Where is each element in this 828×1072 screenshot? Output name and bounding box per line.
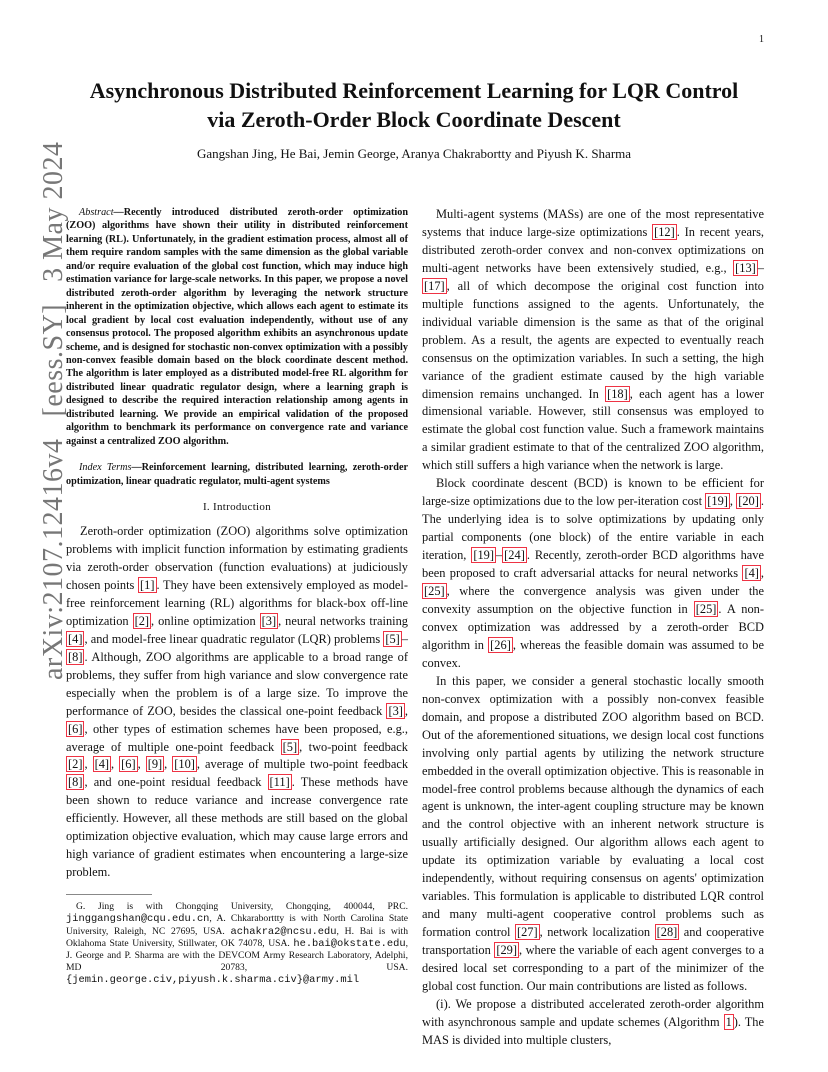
text-run: , all of which decompose the original cost function into multiple functions assigned to the agents. Unfortunately, the individual variable dimension is the same as that of the original problem. As a result, the agents are expected to eventually reach consensus on the optimization variables. In such a setting, the high variance of the gradient estimate caused by the high variable dimension remains unchanged. In	[422, 278, 764, 401]
citation-link[interactable]: [19]	[707, 494, 728, 509]
text-run: (i). We propose a distributed accelerated zeroth-order algorithm with asynchronous sample and update schemes (Algorithm	[422, 996, 764, 1029]
abstract-label: Abstract	[79, 207, 114, 218]
author-list: Gangshan Jing, He Bai, Jemin George, Aranya Chakrabortty and Piyush K. Sharma	[196, 146, 632, 161]
text-run: . In recent years, distributed zeroth-order convex and non-convex optimizations on multi-agent networks have been extensively studied, e.g.,	[422, 224, 765, 275]
right-column	[422, 206, 764, 1050]
email-link[interactable]: achakra2@ncsu.edu	[230, 925, 337, 938]
footnote-rule	[66, 894, 152, 895]
algorithm-link[interactable]: 1	[725, 1014, 732, 1029]
citation-link[interactable]: [27]	[516, 925, 538, 940]
citation-link[interactable]: [12]	[654, 224, 675, 239]
text-run: In this paper, we consider a general stochastic locally smooth non-convex optimization with a possibly non-convex feasible domain, and propose a distributed ZOO algorithm based on BCD. Out of the aforementioned situations, we design local cost functions involving only partial agents by utilizing the network structure embedded in the overall optimization objective. This is reasonable in model-free control problems because although the dynamics of each agent is unknown, the inter-agent coupling structure may be known and the control objective with an inherent network structure is usually artificially designed. Our algorithm allows each agent to update its optimization variable by evaluating a local cost independently, without requiring consensus on agents' optimization variables. This formulation is applicable to distributed LQR control and many multi-agent cooperative control problems such as formation control	[422, 673, 764, 940]
text-run: . They have been extensively employed as model-free reinforcement learning (RL) algorithms for black-box off-line optimization	[66, 577, 408, 628]
citation-link[interactable]: [2]	[68, 757, 83, 772]
citation-link[interactable]: [19]	[473, 548, 494, 563]
citation-link[interactable]: [5]	[385, 631, 400, 646]
citation-link[interactable]: [25]	[695, 601, 717, 616]
citation-link[interactable]: [4]	[68, 631, 83, 646]
citation-link[interactable]: [26]	[490, 637, 511, 652]
text-run: –	[401, 631, 408, 646]
text-run: ,	[111, 757, 120, 772]
citation-link[interactable]: [5]	[282, 739, 298, 754]
citation-link[interactable]: [25]	[424, 584, 445, 599]
text-run: . The underlying idea is to solve optimizations by updating only partial components (one block) of the entire variable in each iteration,	[422, 494, 764, 563]
section-heading-introduction: I. Introduction	[202, 501, 272, 514]
arxiv-category: [eess.SY]	[38, 303, 69, 417]
text-run: , and one-point residual feedback	[84, 775, 268, 790]
text-run: , network localization	[539, 925, 655, 940]
text-run: , where the variable of each agent converges to a desired local set corresponding to a part of the minimizer of the global cost function. Our main contributions are listed as follows.	[422, 943, 764, 993]
text-run: , online optimization	[151, 613, 260, 628]
citation-link[interactable]: [9]	[147, 757, 163, 772]
intro-paragraph-5	[422, 996, 764, 1050]
text-run: , each agent has a lower dimensional variable. However, still consensus was employed to estimate the global cost function value. Such a framework maintains a similar gradient estimate to that of the centralized ZOO algorithm, which still suffers a high variance when the network is large.	[422, 386, 764, 473]
citation-link[interactable]: [3]	[388, 703, 403, 718]
abstract-text: —Recently introduced distributed zeroth-order optimization (ZOO) algorithms have shown their utility in distributed reinforcement learning (RL). Unfortunately, in the gradient estimation process, almost all of them require random samples with the same dimension as the global variable and/or require evaluation of the global cost function, which may induce high estimation variance for large-scale networks. In this paper, we propose a novel distributed zeroth-order algorithm by leveraging the network structure inherent in the optimization objective, which allows each agent to estimate its local gradient by local cost evaluation independently, without use of any consensus protocol. The proposed algorithm exhibits an asynchronous update scheme, and is designed for stochastic non-convex optimization with a possibly non-convex feasible domain based on the block coordinate descent method. The algorithm is later employed as a distributed model-free RL algorithm for distributed linear quadratic regulator design, where a learning graph is designed to describe the required interaction relationship among agents in distributed learning. We provide an empirical validation of the proposed algorithm to benchmark its performance on convergence rate and variance against a centralized ZOO algorithm.	[66, 207, 408, 447]
citation-link[interactable]: [3]	[261, 613, 277, 628]
citation-link[interactable]: [13]	[735, 260, 756, 275]
arxiv-id: arXiv:2107.12416v4	[38, 438, 69, 680]
text-run: G. Jing is with Chongqing University, Chongqing, 400044, PRC.	[76, 901, 408, 913]
abstract	[66, 206, 408, 448]
text-run: , J. George and P. Sharma are with the DEVCOM Army Research Laboratory, Adelphi, MD 20783, USA.	[66, 937, 408, 974]
citation-link[interactable]: [4]	[94, 757, 110, 772]
affiliation-footnote	[66, 901, 408, 986]
text-run: , A. Chkaraborttty is with North Carolina State University, Raleigh, NC 27695, USA.	[66, 913, 408, 937]
citation-link[interactable]: [6]	[121, 757, 136, 772]
title-line-1: Asynchronous Distributed Reinforcement Learning for LQR Control	[89, 78, 739, 103]
citation-link[interactable]: [18]	[607, 386, 628, 401]
text-run: –	[757, 260, 764, 275]
text-run: . A non-convex optimization was addressed by a zeroth-order BCD algorithm in	[422, 601, 764, 652]
text-run: , where the convergence analysis was given under the convexity assumption on the objective function in	[422, 584, 764, 616]
text-run: . These methods have been shown to reduce variance and increase convergence rate efficiently. However, all these methods are still based on the global optimization objective evaluation, which may cause large errors and high variance of gradient estimates when encountering a large-size problem.	[66, 775, 408, 880]
citation-link[interactable]: [28]	[656, 925, 678, 940]
email-link[interactable]: he.bai@okstate.edu	[293, 937, 406, 950]
text-run: , two-point feedback	[299, 739, 409, 754]
citation-link[interactable]: [20]	[738, 494, 759, 509]
paper-title	[60, 76, 768, 134]
intro-paragraph-2	[422, 206, 764, 475]
intro-paragraph-3	[422, 475, 764, 672]
citation-link[interactable]: [11]	[269, 775, 290, 790]
text-run: , and model-free linear quadratic regulator (LQR) problems	[84, 631, 384, 646]
text-run: ,	[760, 566, 764, 581]
citation-link[interactable]: [1]	[140, 577, 155, 592]
text-run: –	[495, 548, 503, 563]
text-run: Zeroth-order optimization (ZOO) algorithms solve optimization problems with implicit function information by estimating gradients via zeroth-order observation (function evaluations) at judiciously chosen points	[66, 524, 408, 592]
text-run: , whereas the feasible domain was assumed to be convex.	[422, 637, 765, 670]
index-terms-text: —Reinforcement learning, distributed learning, zeroth-order optimization, linear quadratic regulator, multi-agent systems	[66, 462, 408, 487]
text-run: . Recently, zeroth-order BCD algorithms have been proposed to craft adversarial attacks for neural networks	[422, 548, 764, 581]
intro-paragraph-4	[422, 673, 764, 996]
citation-link[interactable]: [8]	[68, 649, 83, 664]
text-run: ,	[729, 494, 737, 509]
title-line-2: via Zeroth-Order Block Coordinate Descent	[207, 107, 621, 132]
text-run: Multi-agent systems (MASs) are one of the most representative systems that induce large-size optimizations	[422, 207, 764, 239]
page-number: 1	[759, 34, 764, 45]
text-run: ). The MAS is divided into multiple clusters,	[422, 1014, 764, 1047]
text-run: . Although, ZOO algorithms are applicable to a broad range of problems, they suffer from high variance and slow convergence rate especially when the problem is of a large size. To improve the performance of ZOO, besides the classical one-point feedback	[66, 649, 408, 718]
text-run: , H. Bai is with Oklahoma State University, Stillwater, OK 74078, USA.	[66, 925, 408, 949]
text-run: , neural networks training	[278, 613, 408, 628]
arxiv-date: 3 May 2024	[38, 141, 69, 282]
citation-link[interactable]: [2]	[134, 613, 150, 628]
text-run: ,	[84, 757, 93, 772]
left-column	[66, 206, 408, 987]
citation-link[interactable]: [8]	[68, 775, 83, 790]
citation-link[interactable]: [29]	[496, 943, 517, 958]
text-run: , average of multiple two-point feedback	[196, 757, 409, 772]
index-terms-label: Index Terms	[79, 462, 132, 474]
text-run: ,	[137, 757, 146, 772]
intro-paragraph-1	[66, 523, 408, 882]
citation-link[interactable]: [10]	[174, 757, 195, 772]
text-run: , other types of estimation schemes have been proposed, e.g., average of multiple one-point feedback	[66, 721, 408, 754]
text-run: ,	[404, 703, 408, 718]
citation-link[interactable]: [24]	[504, 548, 525, 563]
text-run: and cooperative transportation	[422, 925, 764, 958]
citation-link[interactable]: [6]	[68, 721, 83, 736]
index-terms	[66, 461, 408, 488]
text-run: Block coordinate descent (BCD) is known to be efficient for large-size optimizations due to the low per-iteration cost	[422, 476, 764, 509]
citation-link[interactable]: [4]	[744, 566, 759, 581]
text-run: ,	[164, 757, 173, 772]
email-link[interactable]: {jemin.george.civ,piyush.k.sharma.civ}@army.mil	[66, 974, 360, 987]
email-link[interactable]: jinggangshan@cqu.edu.cn	[66, 913, 210, 926]
citation-link[interactable]: [17]	[424, 278, 445, 293]
